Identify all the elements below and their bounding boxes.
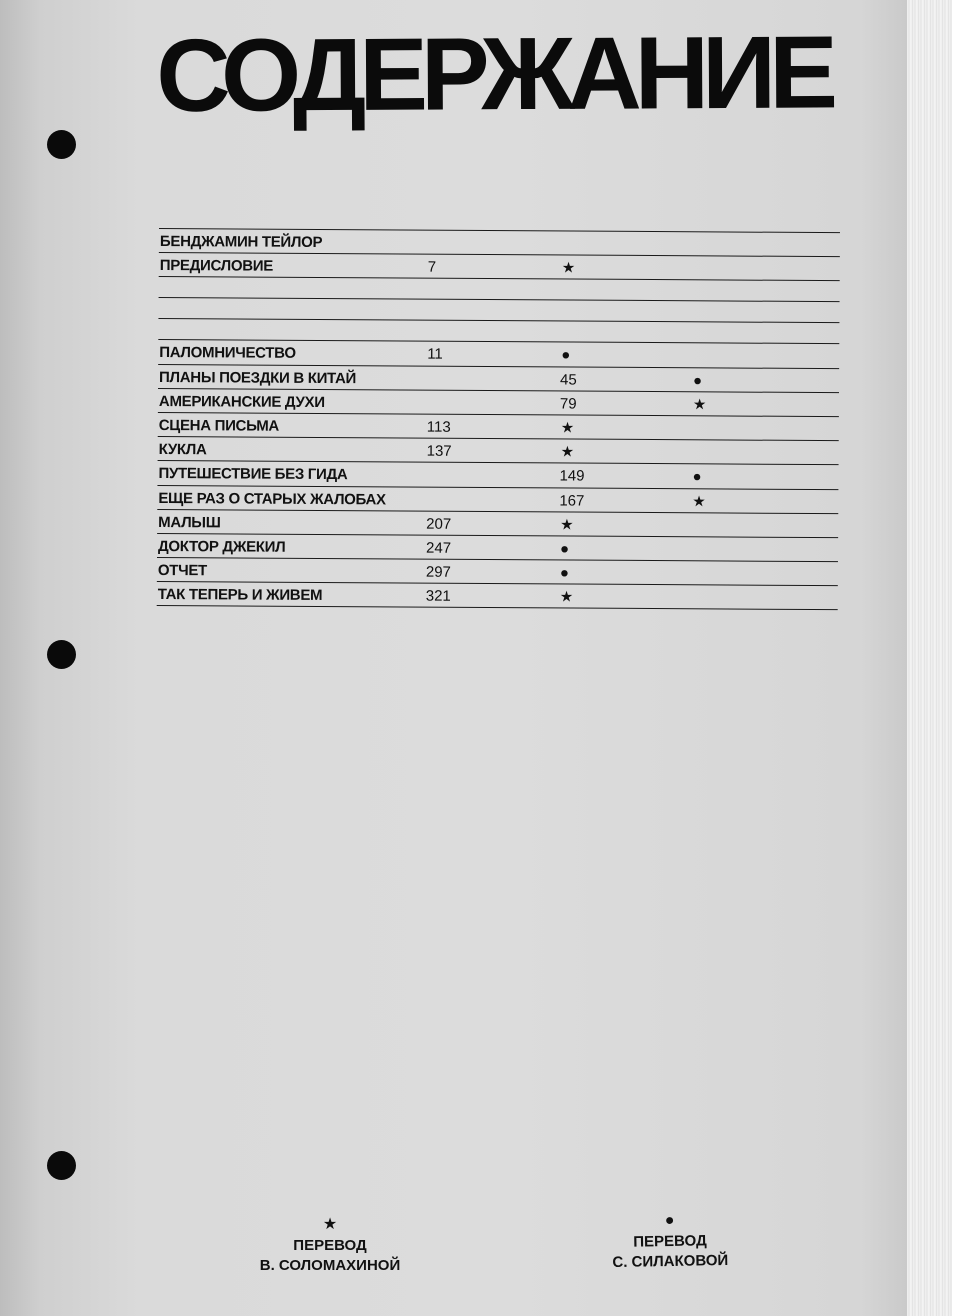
page-block-edges: [907, 0, 955, 1316]
star-icon: ★: [692, 396, 707, 414]
entry-title: ПЛАНЫ ПОЕЗДКИ В КИТАЙ: [159, 368, 357, 387]
entry-title: ПУТЕШЕСТВИЕ БЕЗ ГИДА: [158, 465, 348, 484]
legend-line: ПЕРЕВОД: [293, 1237, 367, 1254]
legend-translator-silakova: [569, 1210, 770, 1273]
entry-page: 45: [560, 371, 577, 389]
binder-hole: [47, 1151, 76, 1180]
star-icon: ★: [561, 259, 576, 277]
star-icon: ★: [559, 588, 574, 606]
entry-title: ЕЩЕ РАЗ О СТАРЫХ ЖАЛОБАХ: [158, 489, 386, 508]
table-of-contents: [157, 228, 840, 611]
entry-page: 297: [425, 563, 451, 581]
entry-title: АМЕРИКАНСКИЕ ДУХИ: [158, 392, 325, 411]
author-name: БЕНДЖАМИН ТЕЙЛОР: [159, 233, 323, 251]
entry-title: КУКЛА: [158, 441, 207, 459]
entry-title: МАЛЫШ: [158, 513, 221, 532]
binder-hole: [47, 130, 76, 159]
star-icon: ★: [692, 492, 706, 510]
entry-page: 11: [427, 346, 443, 364]
entry-page: 7: [427, 258, 437, 276]
dot-icon: ●: [559, 564, 570, 582]
entry-page: 79: [559, 395, 577, 413]
legend-line: С. СИЛАКОВОЙ: [612, 1251, 729, 1272]
entry-title: ПРЕДИСЛОВИЕ: [159, 257, 274, 275]
entry-title: ДОКТОР ДЖЕКИЛ: [158, 537, 286, 556]
star-icon: ★: [560, 419, 575, 437]
dot-icon: ●: [561, 346, 571, 364]
entry-page: 113: [426, 418, 451, 436]
page-title: СОДЕРЖАНИЕ: [155, 14, 832, 133]
star-icon: ★: [322, 1216, 338, 1233]
legend-translator-soloma: [235, 1216, 425, 1276]
legend-line: В. СОЛОМАХИНОЙ: [259, 1257, 401, 1274]
legend-line: ПЕРЕВОД: [633, 1232, 707, 1251]
binder-hole: [47, 640, 76, 669]
entry-title: ТАК ТЕПЕРЬ И ЖИВЕМ: [157, 586, 323, 605]
entry-title: СЦЕНА ПИСЬМА: [158, 416, 280, 435]
star-icon: ★: [560, 443, 575, 461]
dot-icon: ●: [559, 540, 570, 558]
entry-page: 149: [559, 467, 585, 485]
entry-page: 167: [559, 491, 585, 510]
entry-title: ПАЛОМНИЧЕСТВО: [159, 344, 296, 363]
entry-page: 137: [426, 442, 452, 460]
entry-page: 321: [425, 587, 451, 606]
dot-icon: ●: [692, 468, 702, 486]
dot-icon: ●: [693, 371, 703, 389]
entry-title: ОТЧЕТ: [157, 562, 208, 580]
star-icon: ★: [560, 516, 574, 534]
entry-page: 247: [425, 539, 452, 557]
entry-page: 207: [426, 515, 452, 533]
toc-row: [157, 582, 838, 610]
dot-icon: ●: [664, 1211, 675, 1230]
